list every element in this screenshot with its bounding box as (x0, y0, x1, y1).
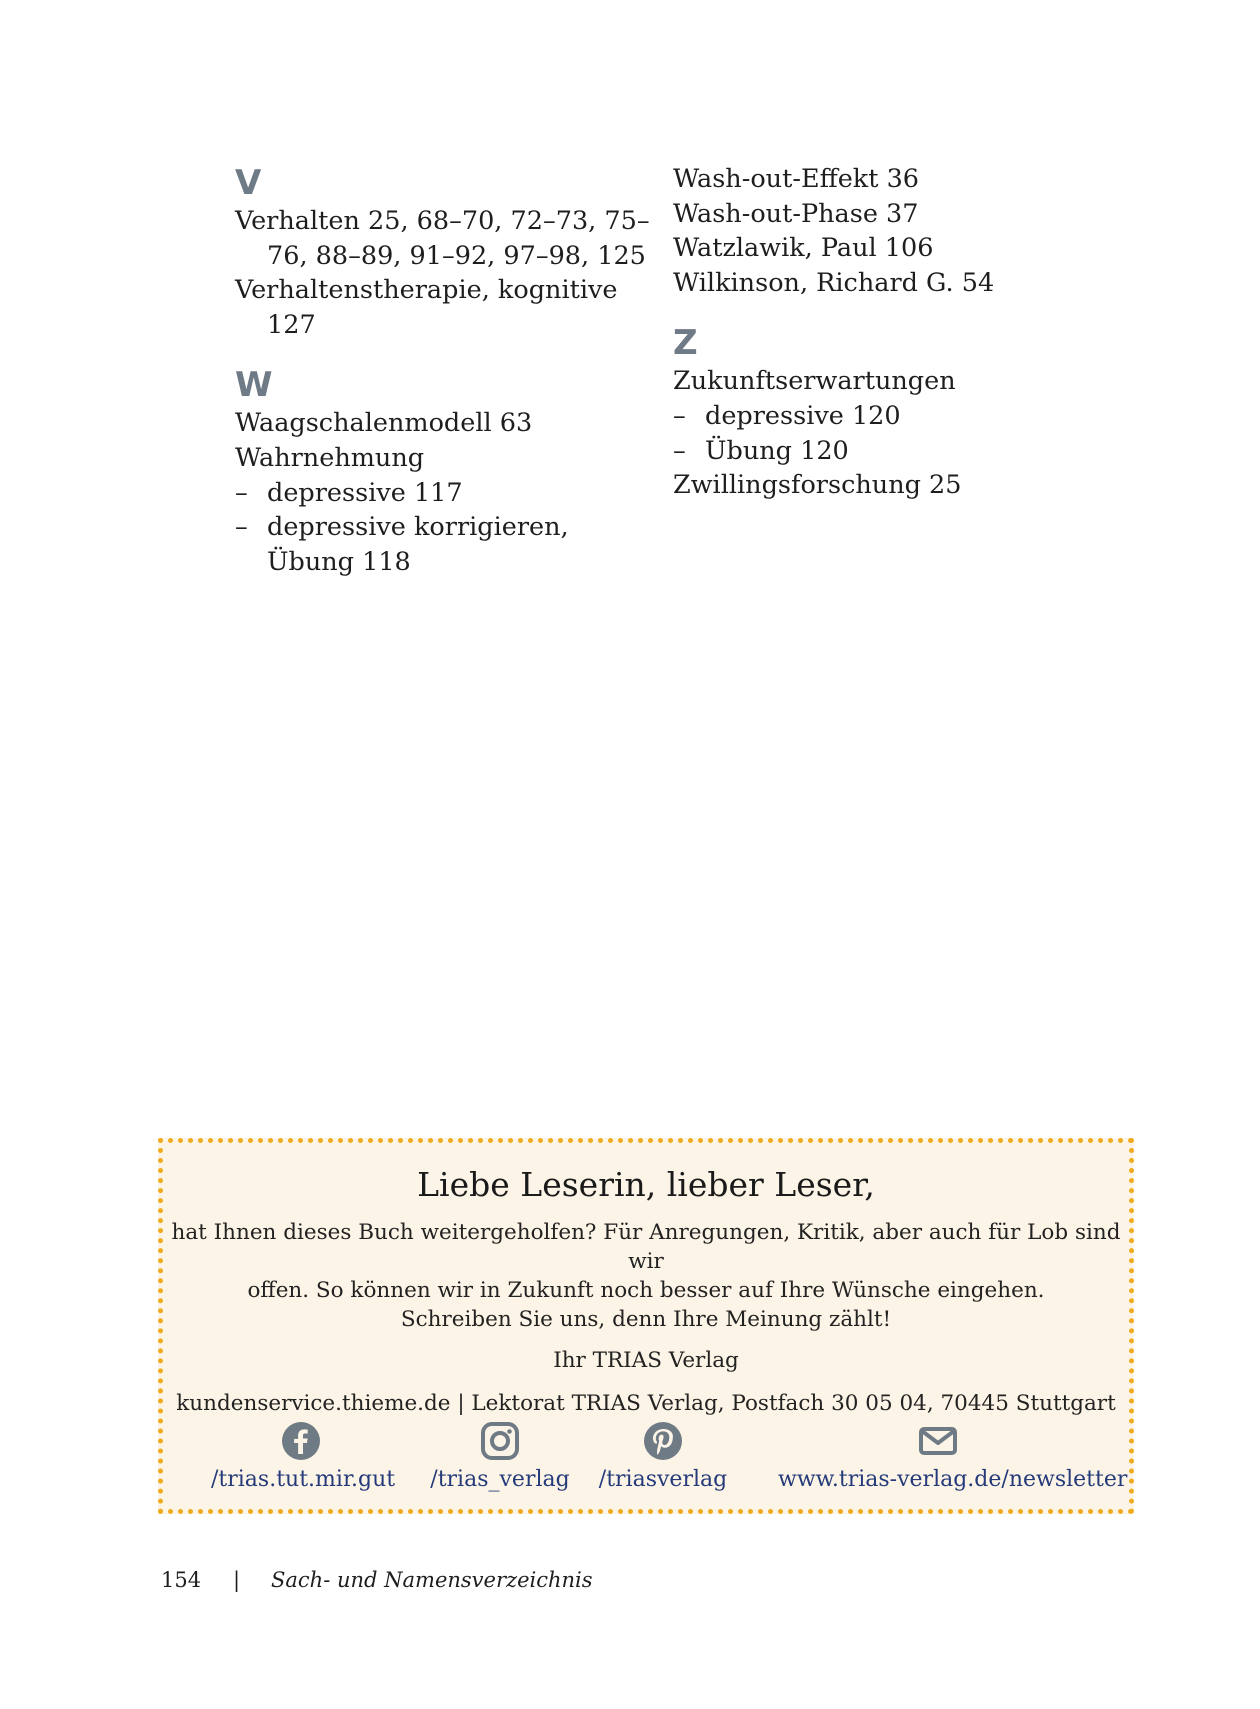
social-pinterest[interactable] (593, 1421, 733, 1492)
newsletter-link[interactable]: www.trias-verlag.de/newsletter (778, 1467, 1128, 1492)
index-column-left (235, 162, 655, 579)
section-title: Sach- und Namensverzeichnis (271, 1568, 593, 1592)
index-entry: Watzlawik, Paul 106 (673, 233, 934, 264)
feedback-text-line: Schreiben Sie uns, denn Ihre Meinung zählt! (400, 1307, 892, 1332)
index-subentry (235, 510, 655, 579)
index-entry: Verhalten 25, 68–70, 72–73, 75–76, 88–89, 91–92, 97–98, 125 (235, 206, 650, 271)
facebook-link[interactable]: /trias.tut.mir.gut (211, 1467, 396, 1492)
instagram-link[interactable]: /trias_verlag (430, 1467, 570, 1492)
index-letter-z: Z (673, 323, 698, 364)
mail-icon (918, 1421, 958, 1461)
page-footer (161, 1568, 593, 1592)
footer-separator: | (233, 1568, 241, 1592)
index-letter-w: W (235, 365, 273, 406)
pinterest-icon (643, 1421, 683, 1461)
index-entry: Verhaltenstherapie, kognitive 127 (235, 275, 618, 340)
reader-feedback-box (158, 1138, 1134, 1514)
index-entry: Wahrnehmung (235, 442, 425, 473)
index-subentry (673, 399, 1093, 434)
index-letter-v: V (235, 163, 262, 203)
feedback-text-line: hat Ihnen dieses Buch weitergeholfen? Für Anregungen, Kritik, aber auch für Lob sind wir (171, 1220, 1121, 1274)
facebook-icon (281, 1421, 321, 1461)
subentry-text: depressive 117 (267, 477, 463, 508)
pinterest-link[interactable]: /triasverlag (598, 1467, 728, 1492)
feedback-title: Liebe Leserin, lieber Leser, (417, 1165, 875, 1204)
subentry-text: depressive 120 (705, 400, 901, 431)
feedback-signature: Ihr TRIAS Verlag (553, 1348, 739, 1373)
subentry-dash: – (235, 477, 248, 508)
subentry-dash: – (673, 435, 686, 466)
index-subentry (235, 476, 655, 511)
feedback-contact: kundenservice.thieme.de | Lektorat TRIAS Verlag, Postfach 30 05 04, 70445 Stuttgart (176, 1391, 1116, 1416)
subentry-text: depressive korrigieren, Übung 118 (267, 512, 569, 577)
index-entry: Wash-out-Effekt 36 (673, 164, 920, 194)
subentry-dash: – (235, 512, 248, 543)
social-facebook[interactable] (211, 1421, 396, 1492)
index-column-right (673, 162, 1093, 503)
social-instagram[interactable] (420, 1421, 580, 1492)
feedback-text-line: offen. So können wir in Zukunft noch besser auf Ihre Wünsche eingehen. (247, 1278, 1045, 1303)
index-entry: Wilkinson, Richard G. 54 (673, 267, 995, 298)
social-newsletter[interactable] (778, 1421, 1128, 1492)
index-entry: Zukunftserwartungen (673, 366, 956, 397)
index-subentry (673, 434, 1093, 469)
subentry-text: Übung 120 (705, 435, 849, 466)
instagram-icon (480, 1421, 520, 1461)
index-entry: Waagschalenmodell 63 (235, 408, 533, 439)
subentry-dash: – (673, 400, 686, 431)
page-number: 154 (161, 1568, 202, 1592)
index-entry: Wash-out-Phase 37 (673, 198, 919, 229)
index-entry: Zwillingsforschung 25 (673, 470, 962, 501)
social-links (163, 1421, 1129, 1501)
